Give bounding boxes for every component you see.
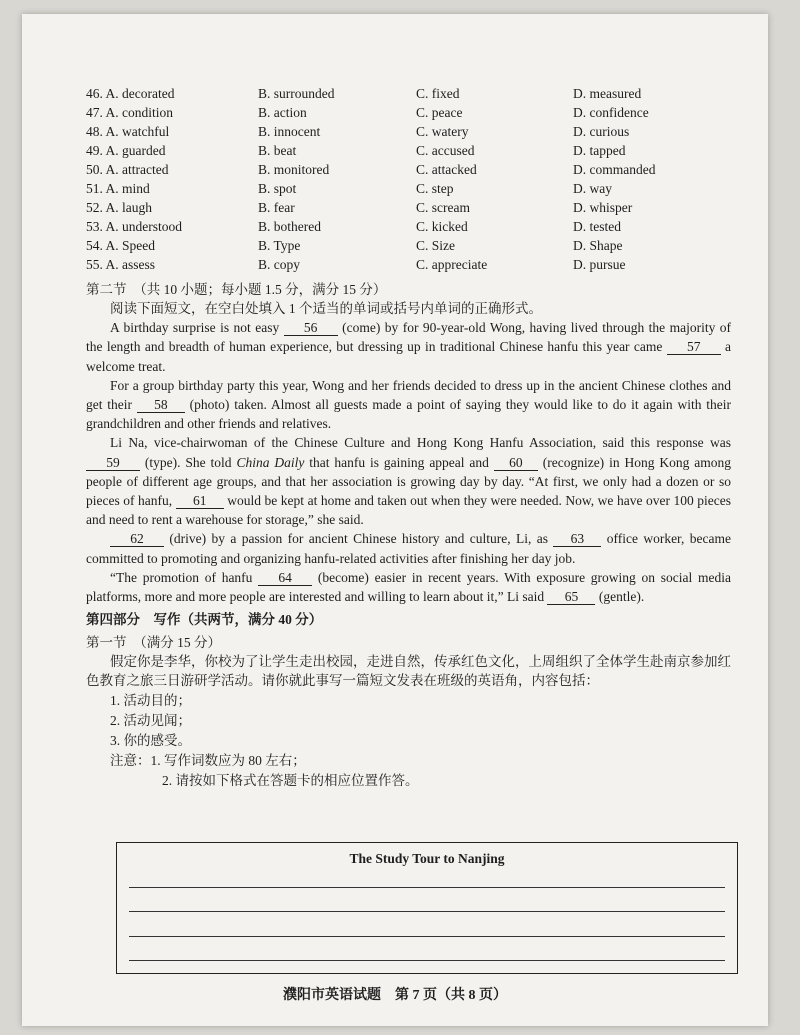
blank-63: 63 <box>553 531 601 547</box>
writing-requirements <box>86 691 731 751</box>
blank-64: 64 <box>258 570 312 586</box>
option-b: B. Type <box>258 238 301 253</box>
blank-59: 59 <box>86 455 140 471</box>
writing-prompt: 假定你是李华，你校为了让学生走出校园，走进自然，传承红色文化，上周组织了全体学生赴南京参加红色教育之旅三日游研学活动。请你就此事写一篇短文发表在班级的英语角，内容包括： <box>86 654 731 689</box>
page-content <box>86 86 731 791</box>
passage-paragraph-5: “The promotion of hanfu 64 (become) easier in recent years. With exposure growing on social media platforms, more and more people are interested and willing to learn about it,” Li said 65 (gentle). <box>86 569 731 605</box>
option-d: D. measured <box>573 86 642 101</box>
requirement-item: 3. 你的感受。 <box>110 732 191 748</box>
option-a: 49. A. guarded <box>86 143 166 158</box>
writing-line <box>129 936 725 937</box>
option-c: C. Size <box>416 238 455 253</box>
option-row <box>86 200 731 218</box>
option-a: 52. A. laugh <box>86 200 153 215</box>
option-d: D. way <box>573 181 612 196</box>
part-4-heading: 第四部分 写作（共两节，满分 40 分） <box>86 612 323 628</box>
requirement-item: 2. 活动见闻； <box>110 712 191 728</box>
note-word-count: 注意：1. 写作词数应为 80 左右； <box>110 752 306 768</box>
options-list <box>86 86 731 276</box>
option-c: C. fixed <box>416 86 460 101</box>
option-d: D. curious <box>573 124 630 139</box>
passage-paragraph-1: A birthday surprise is not easy 56 (come) by for 90-year-old Wong, having lived through the majority of the length and breadth of human experience, but dressing up in traditional Chinese hanfu this year came 57 a welcome treat. <box>86 320 732 374</box>
option-d: D. tapped <box>573 143 626 158</box>
option-row <box>86 124 731 142</box>
option-a: 50. A. attracted <box>86 162 169 177</box>
option-d: D. whisper <box>573 200 633 215</box>
page-footer: 濮阳市英语试题 第 7 页（共 8 页） <box>283 988 507 1003</box>
passage-paragraph-3: Li Na, vice-chairwoman of the Chinese Culture and Hong Kong Hanfu Association, said this response was 59 (type). She told China Daily that hanfu is gaining appeal and 60 (recognize) in Hong Kong among people of different age groups, and that her association is growing day by day. “At first, we only had a dozen or so pieces of hanfu, 61 would be kept at home and taken out when they were needed. Now, we have over 100 pieces and need to rent a warehouse for storage,” she said. <box>86 435 732 528</box>
option-row <box>86 238 731 256</box>
blank-61: 61 <box>176 493 224 509</box>
requirement-item: 1. 活动目的； <box>110 692 191 708</box>
option-a: 47. A. condition <box>86 105 174 120</box>
option-c: C. kicked <box>416 219 468 234</box>
option-row <box>86 105 731 123</box>
option-a: 55. A. assess <box>86 257 156 272</box>
section-2-heading: 第二节 （共 10 小题；每小题 1.5 分，满分 15 分） <box>86 282 387 297</box>
writing-line <box>129 887 725 888</box>
option-b: B. copy <box>258 257 300 272</box>
option-a: 51. A. mind <box>86 181 150 196</box>
blank-58: 58 <box>137 397 185 413</box>
option-b: B. bothered <box>258 219 321 234</box>
option-b: B. fear <box>258 200 295 215</box>
writing-line <box>129 960 725 961</box>
option-c: C. watery <box>416 124 469 139</box>
blank-65: 65 <box>547 589 595 605</box>
option-c: C. accused <box>416 143 475 158</box>
option-d: D. Shape <box>573 238 623 253</box>
option-c: C. peace <box>416 105 463 120</box>
option-b: B. beat <box>258 143 297 158</box>
option-a: 46. A. decorated <box>86 86 175 101</box>
option-c: C. scream <box>416 200 470 215</box>
option-b: B. spot <box>258 181 297 196</box>
option-row <box>86 219 731 237</box>
option-d: D. pursue <box>573 257 626 272</box>
option-row <box>86 162 731 180</box>
passage-paragraph-2: For a group birthday party this year, Wong and her friends decided to dress up in the ancient Chinese clothes and get their 58 (photo) taken. Almost all guests made a point of saying they would like to do it again with their grandchildren and other friends and relatives. <box>86 377 731 432</box>
option-b: B. monitored <box>258 162 330 177</box>
answer-box-title: The Study Tour to Nanjing <box>349 851 505 866</box>
option-a: 53. A. understood <box>86 219 183 234</box>
option-d: D. tested <box>573 219 621 234</box>
option-a: 48. A. watchful <box>86 124 170 139</box>
option-row <box>86 257 731 275</box>
exam-page <box>22 14 768 1026</box>
option-a: 54. A. Speed <box>86 238 156 253</box>
part-4-section-1-heading: 第一节 （满分 15 分） <box>86 635 221 651</box>
writing-line <box>129 911 725 912</box>
option-b: B. innocent <box>258 124 321 139</box>
option-row <box>86 181 731 199</box>
option-d: D. confidence <box>573 105 649 120</box>
blank-62: 62 <box>110 531 164 547</box>
option-c: C. attacked <box>416 162 477 177</box>
blank-57: 57 <box>667 339 721 355</box>
option-c: C. appreciate <box>416 257 488 272</box>
option-b: B. action <box>258 105 307 120</box>
blank-60: 60 <box>494 455 538 471</box>
option-d: D. commanded <box>573 162 656 177</box>
option-b: B. surrounded <box>258 86 335 101</box>
section-2-instruction: 阅读下面短文，在空白处填入 1 个适当的单词或括号内单词的正确形式。 <box>110 301 542 316</box>
option-c: C. step <box>416 181 454 196</box>
option-row <box>86 143 731 161</box>
note-format: 2. 请按如下格式在答题卡的相应位置作答。 <box>162 772 419 788</box>
blank-56: 56 <box>284 320 338 336</box>
passage-paragraph-4: 62 (drive) by a passion for ancient Chinese history and culture, Li, as 63 office worker, became committed to promoting and organizing hanfu-related activities after finishing her day job. <box>86 531 731 566</box>
option-row <box>86 86 731 104</box>
answer-box <box>116 842 738 974</box>
